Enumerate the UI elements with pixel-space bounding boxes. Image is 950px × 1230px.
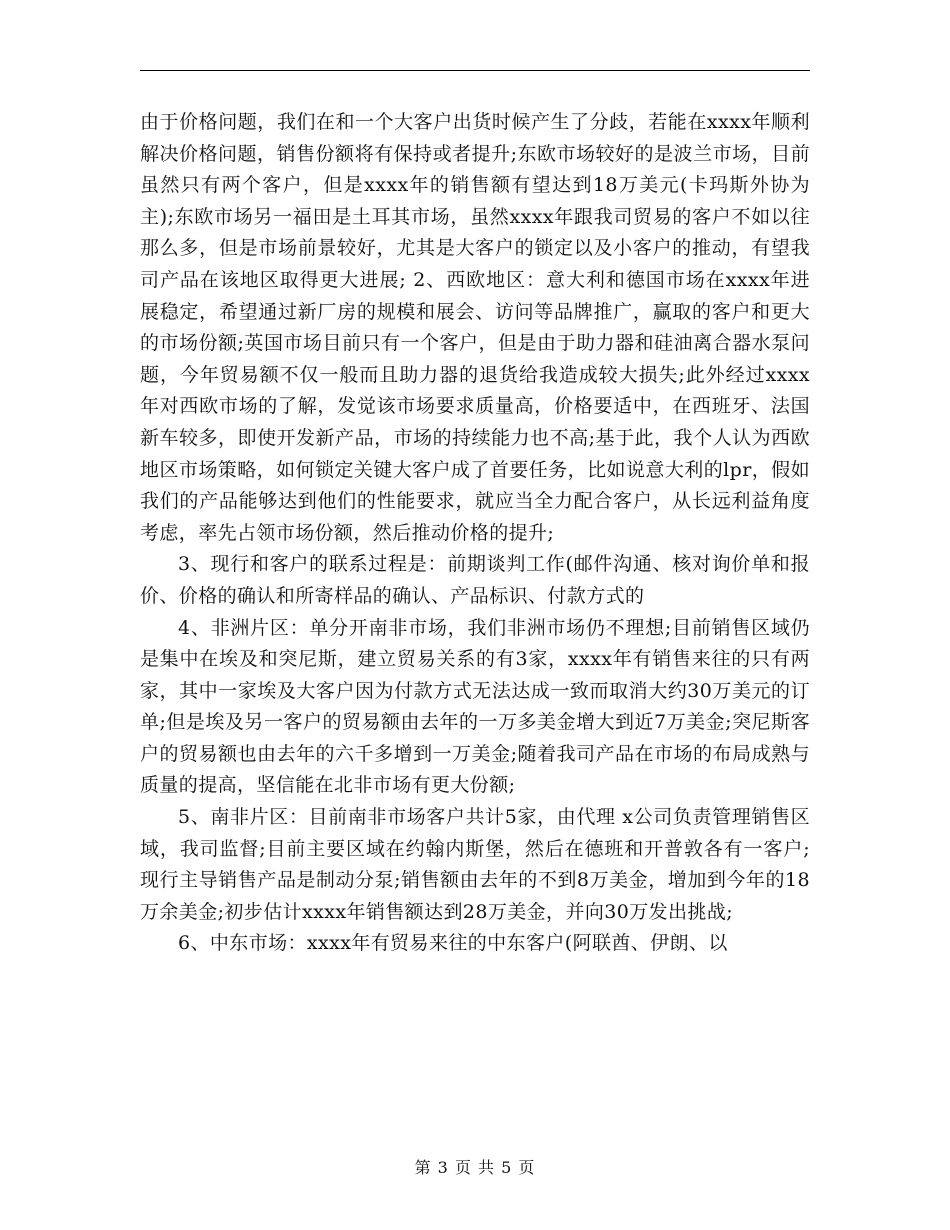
paragraph-customer-contact: 3、现行和客户的联系过程是：前期谈判工作(邮件沟通、核对询价单和报价、价格的确认和所寄样品的确认、产品标识、付款方式的 [140,553,810,607]
paragraph-middle-east-market: 6、中东市场：xxxx年有贸易来往的中东客户(阿联酋、伊朗、以 [178,932,728,955]
paragraph-south-africa-region: 5、南非片区：目前南非市场客户共计5家，由代理 x公司负责管理销售区域，我司监督;目前主要区域在约翰内斯堡，然后在德班和开普敦各有一客户;现行主导销售产品是制动分泵;销售额由去年的不到8万美金，增加到今年的18万余美金;初步估计xxxx年销售额达到28万美金，并向30万发出挑战; [140,806,810,923]
paragraph-africa-region: 4、非洲片区：单分开南非市场，我们非洲市场仍不理想;目前销售区域仍是集中在埃及和突尼斯，建立贸易关系的有3家，xxxx年有销售来往的只有两家，其中一家埃及大客户因为付款方式无法达成一致而取消大约30万美元的订单;但是埃及另一客户的贸易额由去年的一万多美金增大到近7万美金;突尼斯客户的贸易额也由去年的六千多增到一万美金;随着我司产品在市场的布局成熟与质量的提高，坚信能在北非市场有更大份额; [140,616,810,797]
document-body [140,107,810,960]
paragraph-east-west-europe: 由于价格问题，我们在和一个大客户出货时候产生了分歧，若能在xxxx年顺利解决价格问题，销售份额将有保持或者提升;东欧市场较好的是波兰市场，目前虽然只有两个客户，但是xxxx年的销售额有望达到18万美元(卡玛斯外协为主);东欧市场另一福田是土耳其市场，虽然xxxx年跟我司贸易的客户不如以往那么多，但是市场前景较好，尤其是大客户的锁定以及小客户的推动，有望我司产品在该地区取得更大进展; 2、西欧地区：意大利和德国市场在xxxx年进展稳定，希望通过新厂房的规模和展会、访问等品牌推广，赢取的客户和更大的市场份额;英国市场目前只有一个客户，但是由于助力器和硅油离合器水泵问题，今年贸易额不仅一般而且助力器的退货给我造成较大损失;此外经过xxxx年对西欧市场的了解，发觉该市场要求质量高，价格要适中，在西班牙、法国新车较多，即使开发新产品，市场的持续能力也不高;基于此，我个人认为西欧地区市场策略，如何锁定关键大客户成了首要任务，比如说意大利的lpr，假如我们的产品能够达到他们的性能要求，就应当全力配合客户，从长远利益角度考虑，率先占领市场份额，然后推动价格的提升; [140,111,810,544]
header-rule [140,70,810,71]
page-number: 第 3 页 共 5 页 [414,1158,536,1177]
